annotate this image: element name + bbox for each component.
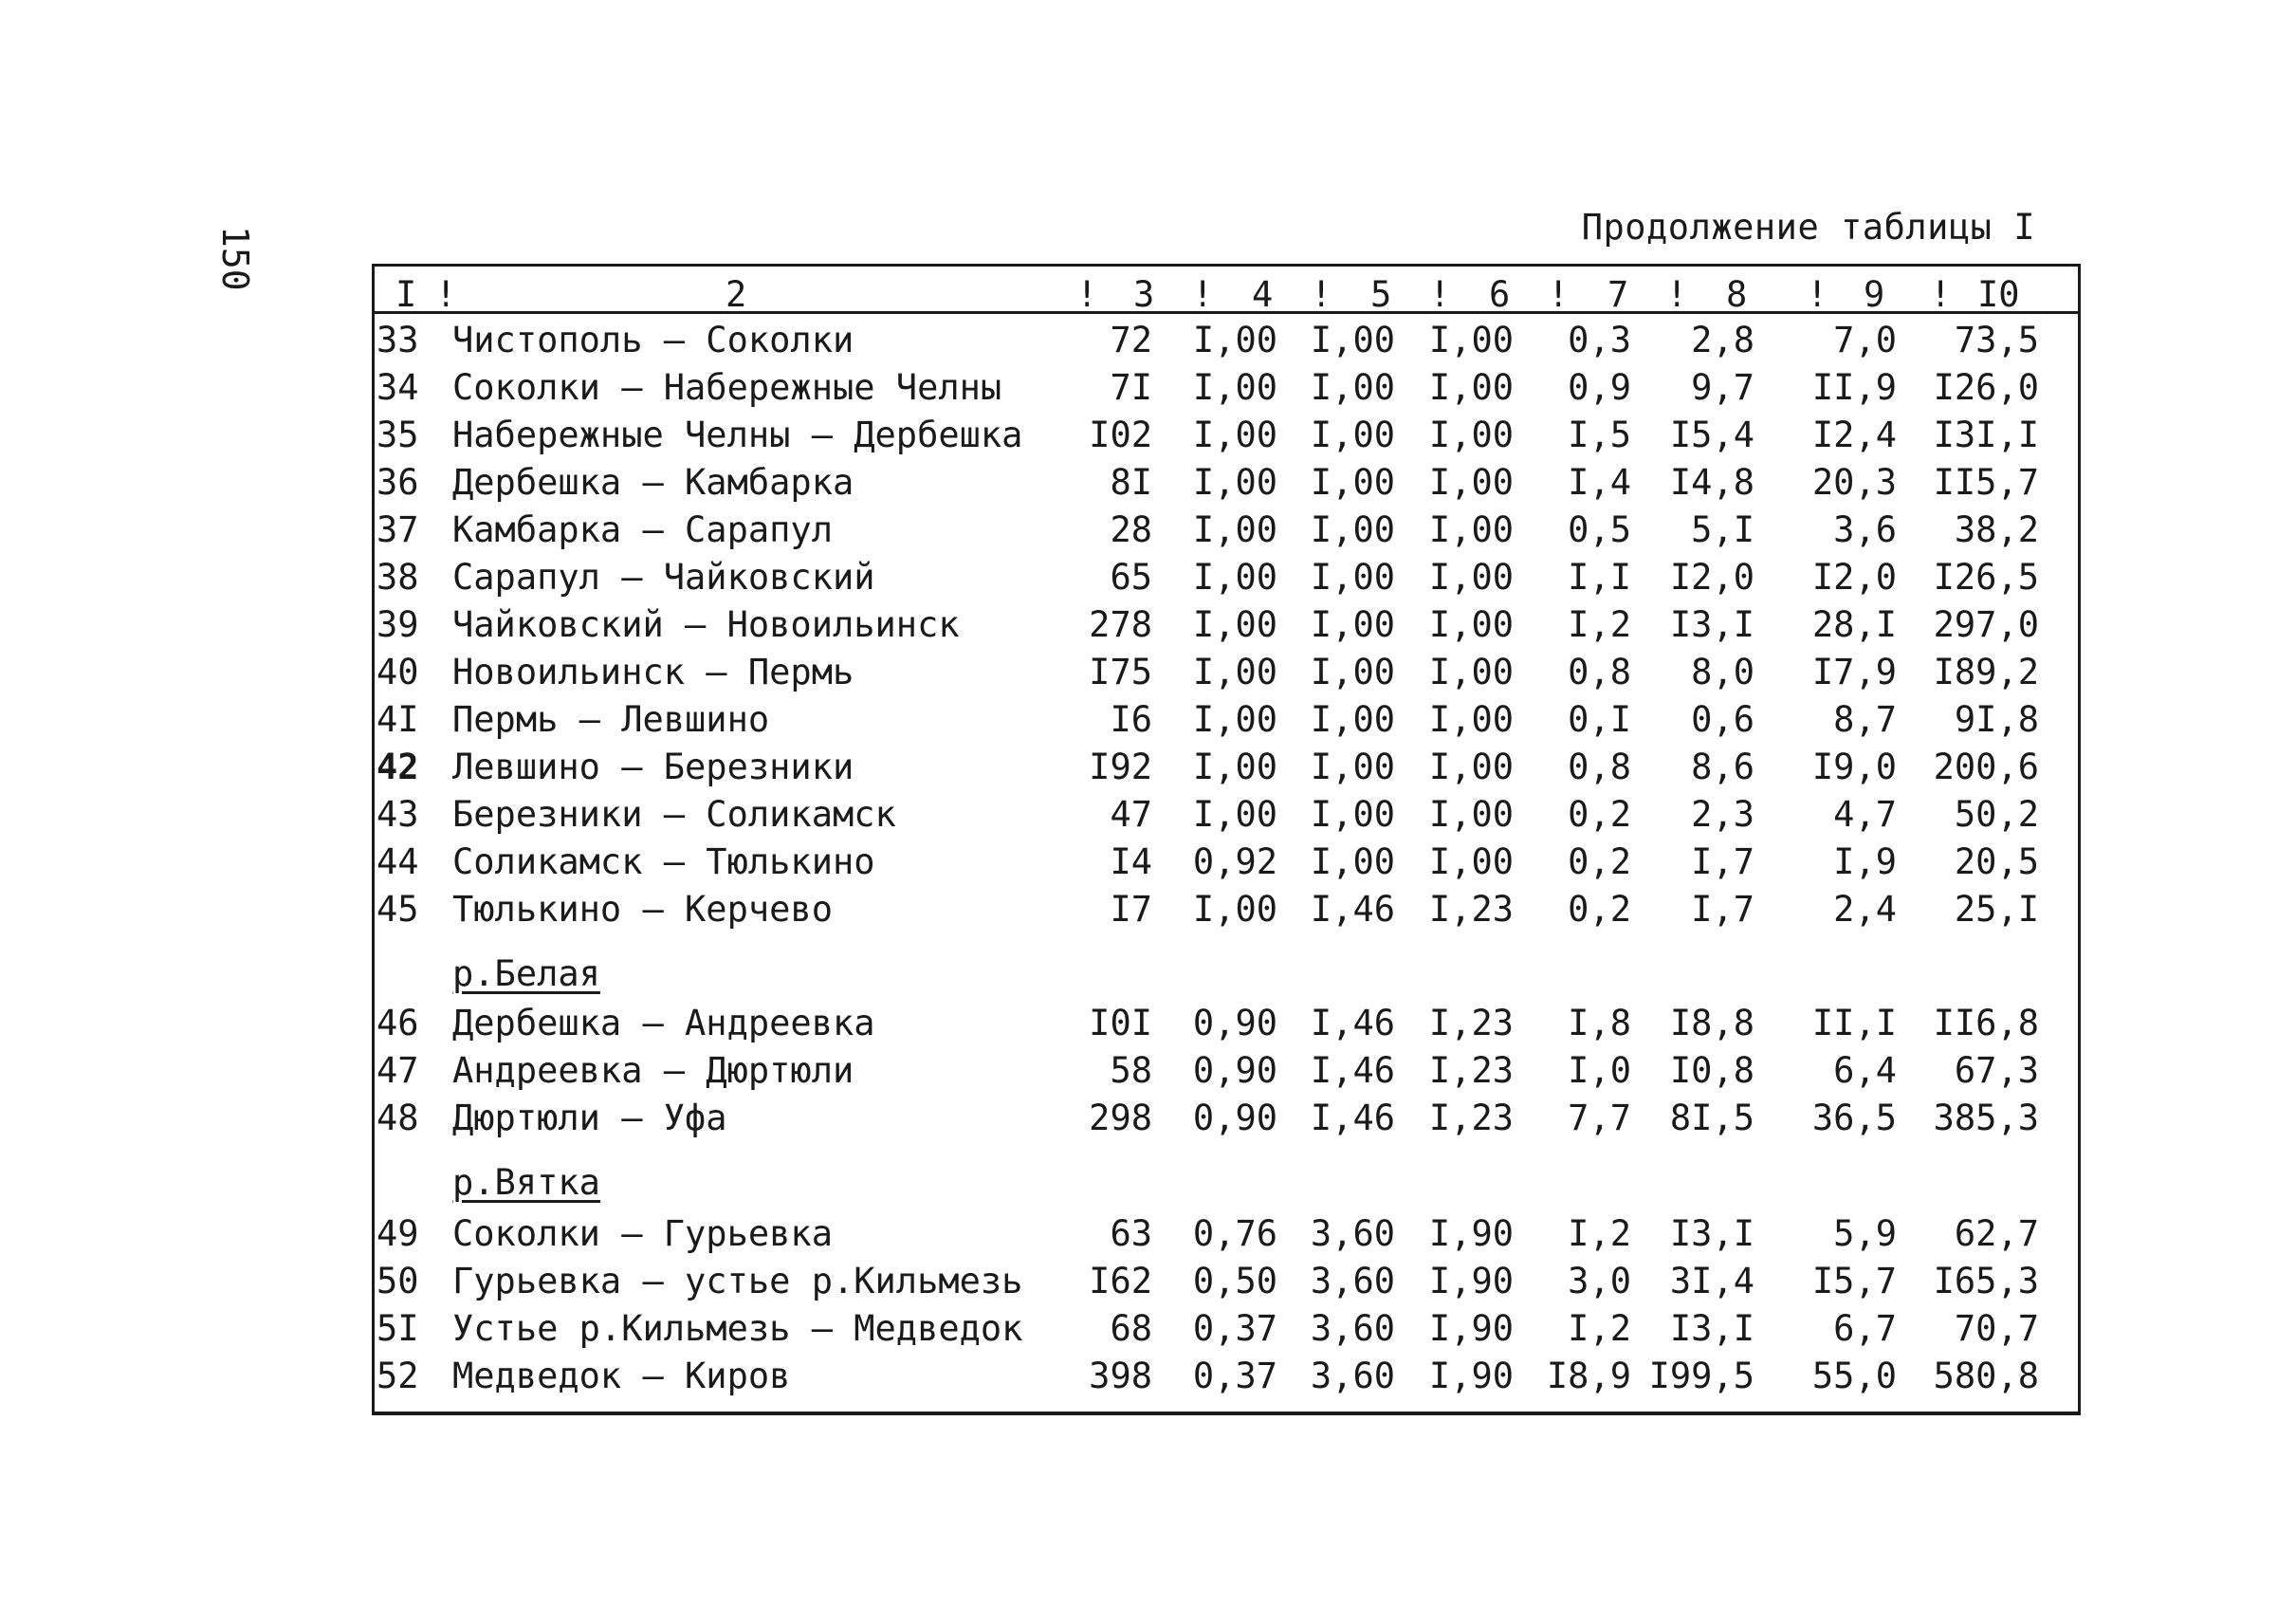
header-col-2: 2 bbox=[726, 274, 747, 315]
cell-col-9: I,9 bbox=[1833, 841, 1897, 882]
cell-col-5: I,00 bbox=[1310, 415, 1395, 455]
cell-col-5: I,00 bbox=[1310, 557, 1395, 598]
cell-col-10: 9I,8 bbox=[1954, 699, 2039, 740]
route-name: Дербешка – Андреевка bbox=[452, 1003, 875, 1043]
cell-col-6: I,23 bbox=[1428, 1050, 1514, 1091]
cell-col-10: I3I,I bbox=[1933, 415, 2039, 455]
cell-col-9: 28,I bbox=[1811, 604, 1897, 645]
cell-col-7: 0,2 bbox=[1568, 794, 1631, 835]
cell-col-3: I02 bbox=[1089, 415, 1152, 455]
cell-col-6: I,00 bbox=[1428, 699, 1514, 740]
table-caption: Продолжение таблицы I bbox=[1581, 207, 2035, 248]
cell-col-10: I65,3 bbox=[1933, 1261, 2039, 1301]
cell-col-3: 398 bbox=[1089, 1356, 1152, 1396]
row-number: 47 bbox=[377, 1050, 419, 1091]
table-row bbox=[375, 600, 2078, 648]
cell-col-3: 28 bbox=[1110, 509, 1152, 550]
cell-col-5: I,00 bbox=[1310, 652, 1395, 692]
cell-col-3: 63 bbox=[1110, 1213, 1152, 1254]
route-name: Новоильинск – Пермь bbox=[452, 652, 854, 692]
cell-col-6: I,00 bbox=[1428, 415, 1514, 455]
table-row bbox=[375, 363, 2078, 411]
route-name: Чистополь – Соколки bbox=[452, 320, 854, 360]
row-number: 44 bbox=[377, 841, 419, 882]
cell-col-7: I8,9 bbox=[1546, 1356, 1631, 1396]
row-number: 34 bbox=[377, 367, 419, 408]
route-name: Набережные Челны – Дербешка bbox=[452, 415, 1023, 455]
cell-col-8: 9,7 bbox=[1691, 367, 1754, 408]
cell-col-7: I,I bbox=[1568, 557, 1631, 598]
cell-col-7: 0,3 bbox=[1568, 320, 1631, 360]
table-row bbox=[375, 1094, 2078, 1141]
row-number: 38 bbox=[377, 557, 419, 598]
table-row bbox=[375, 506, 2078, 553]
cell-col-10: I26,0 bbox=[1933, 367, 2039, 408]
cell-col-6: I,00 bbox=[1428, 604, 1514, 645]
header-separator: ! bbox=[1548, 274, 1570, 315]
cell-col-6: I,00 bbox=[1428, 320, 1514, 360]
cell-col-7: I,2 bbox=[1568, 604, 1631, 645]
cell-col-10: 200,6 bbox=[1933, 747, 2039, 787]
table-row bbox=[375, 1257, 2078, 1304]
header-col-9: 9 bbox=[1864, 274, 1885, 315]
cell-col-4: 0,37 bbox=[1192, 1356, 1277, 1396]
cell-col-6: I,00 bbox=[1428, 557, 1514, 598]
cell-col-9: I5,7 bbox=[1811, 1261, 1897, 1301]
cell-col-9: 20,3 bbox=[1811, 462, 1897, 503]
cell-col-4: I,00 bbox=[1192, 367, 1277, 408]
cell-col-5: I,00 bbox=[1310, 699, 1395, 740]
route-name: Дербешка – Камбарка bbox=[452, 462, 854, 503]
cell-col-8: 0,6 bbox=[1691, 699, 1754, 740]
cell-col-6: I,00 bbox=[1428, 747, 1514, 787]
route-name: Пермь – Левшино bbox=[452, 699, 770, 740]
cell-col-6: I,23 bbox=[1428, 1003, 1514, 1043]
route-name: Левшино – Березники bbox=[452, 747, 854, 787]
cell-col-7: I,8 bbox=[1568, 1003, 1631, 1043]
cell-col-7: 0,8 bbox=[1568, 652, 1631, 692]
row-number: 40 bbox=[377, 652, 419, 692]
cell-col-9: II,9 bbox=[1811, 367, 1897, 408]
table-row bbox=[375, 411, 2078, 458]
cell-col-8: I5,4 bbox=[1669, 415, 1754, 455]
cell-col-4: 0,90 bbox=[1192, 1003, 1277, 1043]
header-col-4: 4 bbox=[1252, 274, 1274, 315]
header-separator: ! bbox=[1807, 274, 1828, 315]
table-row bbox=[375, 1352, 2078, 1399]
header-col-7: 7 bbox=[1607, 274, 1629, 315]
cell-col-8: I,7 bbox=[1691, 841, 1754, 882]
cell-col-3: 7I bbox=[1110, 367, 1152, 408]
cell-col-7: I,0 bbox=[1568, 1050, 1631, 1091]
cell-col-4: I,00 bbox=[1192, 509, 1277, 550]
cell-col-4: I,00 bbox=[1192, 747, 1277, 787]
cell-col-9: I9,0 bbox=[1811, 747, 1897, 787]
cell-col-4: I,00 bbox=[1192, 557, 1277, 598]
cell-col-6: I,23 bbox=[1428, 1098, 1514, 1138]
cell-col-3: I92 bbox=[1089, 747, 1152, 787]
row-number: 43 bbox=[377, 794, 419, 835]
cell-col-7: I,2 bbox=[1568, 1308, 1631, 1349]
cell-col-9: 2,4 bbox=[1833, 889, 1897, 930]
cell-col-9: 8,7 bbox=[1833, 699, 1897, 740]
table-row bbox=[375, 743, 2078, 790]
table-row bbox=[375, 838, 2078, 885]
cell-col-3: I6 bbox=[1110, 699, 1152, 740]
table-row bbox=[375, 885, 2078, 932]
row-number: 5I bbox=[377, 1308, 419, 1349]
table-row bbox=[375, 458, 2078, 506]
cell-col-8: I3,I bbox=[1669, 604, 1754, 645]
cell-col-6: I,90 bbox=[1428, 1356, 1514, 1396]
cell-col-6: I,00 bbox=[1428, 509, 1514, 550]
cell-col-8: I8,8 bbox=[1669, 1003, 1754, 1043]
cell-col-8: I,7 bbox=[1691, 889, 1754, 930]
header-col-3: 3 bbox=[1133, 274, 1155, 315]
row-number: 37 bbox=[377, 509, 419, 550]
cell-col-3: I0I bbox=[1089, 1003, 1152, 1043]
cell-col-7: I,2 bbox=[1568, 1213, 1631, 1254]
cell-col-4: I,00 bbox=[1192, 604, 1277, 645]
cell-col-4: I,00 bbox=[1192, 320, 1277, 360]
cell-col-7: 0,I bbox=[1568, 699, 1631, 740]
route-name: Тюлькино – Керчево bbox=[452, 889, 833, 930]
header-separator: ! bbox=[1076, 274, 1098, 315]
route-name: Андреевка – Дюртюли bbox=[452, 1050, 854, 1091]
cell-col-3: 8I bbox=[1110, 462, 1152, 503]
cell-col-6: I,00 bbox=[1428, 462, 1514, 503]
row-number: 46 bbox=[377, 1003, 419, 1043]
cell-col-6: I,00 bbox=[1428, 794, 1514, 835]
cell-col-8: I2,0 bbox=[1669, 557, 1754, 598]
header-col-6: 6 bbox=[1489, 274, 1511, 315]
cell-col-9: 6,7 bbox=[1833, 1308, 1897, 1349]
cell-col-4: 0,90 bbox=[1192, 1050, 1277, 1091]
cell-col-3: 58 bbox=[1110, 1050, 1152, 1091]
cell-col-10: II6,8 bbox=[1933, 1003, 2039, 1043]
cell-col-5: 3,60 bbox=[1310, 1356, 1395, 1396]
cell-col-4: 0,76 bbox=[1192, 1213, 1277, 1254]
cell-col-5: I,00 bbox=[1310, 747, 1395, 787]
cell-col-3: 65 bbox=[1110, 557, 1152, 598]
route-name: Соколки – Гурьевка bbox=[452, 1213, 833, 1254]
table-row bbox=[375, 316, 2078, 363]
cell-col-5: I,46 bbox=[1310, 1050, 1395, 1091]
cell-col-4: I,00 bbox=[1192, 889, 1277, 930]
cell-col-4: I,00 bbox=[1192, 794, 1277, 835]
cell-col-8: 2,3 bbox=[1691, 794, 1754, 835]
row-number: 33 bbox=[377, 320, 419, 360]
cell-col-5: I,00 bbox=[1310, 462, 1395, 503]
cell-col-10: 73,5 bbox=[1954, 320, 2039, 360]
table-row bbox=[375, 1046, 2078, 1094]
cell-col-10: 297,0 bbox=[1933, 604, 2039, 645]
cell-col-9: 4,7 bbox=[1833, 794, 1897, 835]
row-number: 4I bbox=[377, 699, 419, 740]
cell-col-7: 0,8 bbox=[1568, 747, 1631, 787]
cell-col-9: 7,0 bbox=[1833, 320, 1897, 360]
cell-col-5: I,00 bbox=[1310, 794, 1395, 835]
route-name: Сарапул – Чайковский bbox=[452, 557, 875, 598]
section-title-vyatka: р.Вятка bbox=[452, 1162, 600, 1203]
cell-col-10: 50,2 bbox=[1954, 794, 2039, 835]
cell-col-8: 5,I bbox=[1691, 509, 1754, 550]
header-col-5: 5 bbox=[1370, 274, 1392, 315]
cell-col-3: I62 bbox=[1089, 1261, 1152, 1301]
cell-col-3: 298 bbox=[1089, 1098, 1152, 1138]
cell-col-10: 25,I bbox=[1954, 889, 2039, 930]
cell-col-4: I,00 bbox=[1192, 652, 1277, 692]
section-title-belaya: р.Белая bbox=[452, 953, 600, 994]
cell-col-3: 72 bbox=[1110, 320, 1152, 360]
cell-col-5: I,46 bbox=[1310, 1003, 1395, 1043]
cell-col-8: I3,I bbox=[1669, 1308, 1754, 1349]
cell-col-5: I,00 bbox=[1310, 367, 1395, 408]
cell-col-10: 20,5 bbox=[1954, 841, 2039, 882]
cell-col-8: 3I,4 bbox=[1669, 1261, 1754, 1301]
cell-col-7: 3,0 bbox=[1568, 1261, 1631, 1301]
cell-col-9: I2,4 bbox=[1811, 415, 1897, 455]
cell-col-7: 7,7 bbox=[1568, 1098, 1631, 1138]
cell-col-4: I,00 bbox=[1192, 415, 1277, 455]
table-row bbox=[375, 553, 2078, 600]
cell-col-8: I3,I bbox=[1669, 1213, 1754, 1254]
header-separator: ! bbox=[1192, 274, 1214, 315]
cell-col-9: 55,0 bbox=[1811, 1356, 1897, 1396]
cell-col-3: 278 bbox=[1089, 604, 1152, 645]
cell-col-10: 38,2 bbox=[1954, 509, 2039, 550]
header-separator: ! bbox=[1666, 274, 1688, 315]
table-row bbox=[375, 695, 2078, 743]
table-row bbox=[375, 1304, 2078, 1352]
cell-col-4: 0,92 bbox=[1192, 841, 1277, 882]
cell-col-4: 0,90 bbox=[1192, 1098, 1277, 1138]
header-separator: ! bbox=[1930, 274, 1952, 315]
cell-col-10: 70,7 bbox=[1954, 1308, 2039, 1349]
cell-col-3: 47 bbox=[1110, 794, 1152, 835]
cell-col-3: I4 bbox=[1110, 841, 1152, 882]
cell-col-9: 36,5 bbox=[1811, 1098, 1897, 1138]
route-name: Медведок – Киров bbox=[452, 1356, 791, 1396]
cell-col-9: 3,6 bbox=[1833, 509, 1897, 550]
cell-col-7: 0,2 bbox=[1568, 841, 1631, 882]
cell-col-8: 8,0 bbox=[1691, 652, 1754, 692]
cell-col-5: I,46 bbox=[1310, 1098, 1395, 1138]
cell-col-10: I89,2 bbox=[1933, 652, 2039, 692]
cell-col-4: I,00 bbox=[1192, 699, 1277, 740]
row-number: 35 bbox=[377, 415, 419, 455]
route-name: Чайковский – Новоильинск bbox=[452, 604, 960, 645]
cell-col-6: I,23 bbox=[1428, 889, 1514, 930]
row-number: 50 bbox=[377, 1261, 419, 1301]
cell-col-6: I,00 bbox=[1428, 841, 1514, 882]
header-col-8: 8 bbox=[1726, 274, 1748, 315]
header-separator: ! bbox=[435, 274, 457, 315]
cell-col-5: 3,60 bbox=[1310, 1261, 1395, 1301]
cell-col-7: I,4 bbox=[1568, 462, 1631, 503]
cell-col-6: I,90 bbox=[1428, 1213, 1514, 1254]
cell-col-10: II5,7 bbox=[1933, 462, 2039, 503]
cell-col-8: I99,5 bbox=[1648, 1356, 1754, 1396]
cell-col-6: I,90 bbox=[1428, 1308, 1514, 1349]
route-name: Камбарка – Сарапул bbox=[452, 509, 833, 550]
row-number: 36 bbox=[377, 462, 419, 503]
cell-col-4: 0,37 bbox=[1192, 1308, 1277, 1349]
cell-col-10: 67,3 bbox=[1954, 1050, 2039, 1091]
cell-col-9: II,I bbox=[1811, 1003, 1897, 1043]
page-number: 150 bbox=[214, 226, 256, 291]
cell-col-10: I26,5 bbox=[1933, 557, 2039, 598]
route-name: Гурьевка – устье р.Кильмезь bbox=[452, 1261, 1023, 1301]
cell-col-10: 385,3 bbox=[1933, 1098, 2039, 1138]
cell-col-7: 0,9 bbox=[1568, 367, 1631, 408]
cell-col-6: I,00 bbox=[1428, 652, 1514, 692]
header-separator: ! bbox=[1311, 274, 1332, 315]
cell-col-10: 580,8 bbox=[1933, 1356, 2039, 1396]
row-number: 52 bbox=[377, 1356, 419, 1396]
cell-col-5: I,00 bbox=[1310, 604, 1395, 645]
table-row bbox=[375, 648, 2078, 695]
cell-col-5: I,00 bbox=[1310, 509, 1395, 550]
header-col-10: I0 bbox=[1977, 274, 2020, 315]
route-name: Дюртюли – Уфа bbox=[452, 1098, 727, 1138]
cell-col-4: I,00 bbox=[1192, 462, 1277, 503]
data-table bbox=[372, 264, 2081, 1415]
cell-col-7: 0,2 bbox=[1568, 889, 1631, 930]
cell-col-8: I0,8 bbox=[1669, 1050, 1754, 1091]
cell-col-9: 6,4 bbox=[1833, 1050, 1897, 1091]
route-name: Соликамск – Тюлькино bbox=[452, 841, 875, 882]
cell-col-3: I75 bbox=[1089, 652, 1152, 692]
route-name: Соколки – Набережные Челны bbox=[452, 367, 1002, 408]
cell-col-3: 68 bbox=[1110, 1308, 1152, 1349]
row-number: 49 bbox=[377, 1213, 419, 1254]
table-row bbox=[375, 1209, 2078, 1257]
cell-col-8: I4,8 bbox=[1669, 462, 1754, 503]
cell-col-10: 62,7 bbox=[1954, 1213, 2039, 1254]
cell-col-9: I2,0 bbox=[1811, 557, 1897, 598]
header-separator: ! bbox=[1429, 274, 1451, 315]
cell-col-4: 0,50 bbox=[1192, 1261, 1277, 1301]
cell-col-5: I,46 bbox=[1310, 889, 1395, 930]
cell-col-5: 3,60 bbox=[1310, 1213, 1395, 1254]
cell-col-7: I,5 bbox=[1568, 415, 1631, 455]
cell-col-3: I7 bbox=[1110, 889, 1152, 930]
cell-col-8: 8,6 bbox=[1691, 747, 1754, 787]
header-col-1: I bbox=[395, 274, 417, 315]
cell-col-5: 3,60 bbox=[1310, 1308, 1395, 1349]
cell-col-8: 2,8 bbox=[1691, 320, 1754, 360]
cell-col-6: I,90 bbox=[1428, 1261, 1514, 1301]
cell-col-5: I,00 bbox=[1310, 841, 1395, 882]
cell-col-6: I,00 bbox=[1428, 367, 1514, 408]
cell-col-7: 0,5 bbox=[1568, 509, 1631, 550]
row-number: 39 bbox=[377, 604, 419, 645]
route-name: Устье р.Кильмезь – Медведок bbox=[452, 1308, 1023, 1349]
table-row bbox=[375, 999, 2078, 1046]
table-row bbox=[375, 790, 2078, 838]
cell-col-9: I7,9 bbox=[1811, 652, 1897, 692]
row-number: 45 bbox=[377, 889, 419, 930]
row-number: 42 bbox=[377, 747, 419, 787]
cell-col-9: 5,9 bbox=[1833, 1213, 1897, 1254]
cell-col-5: I,00 bbox=[1310, 320, 1395, 360]
table-header bbox=[375, 267, 2078, 314]
cell-col-8: 8I,5 bbox=[1669, 1098, 1754, 1138]
row-number: 48 bbox=[377, 1098, 419, 1138]
route-name: Березники – Соликамск bbox=[452, 794, 896, 835]
